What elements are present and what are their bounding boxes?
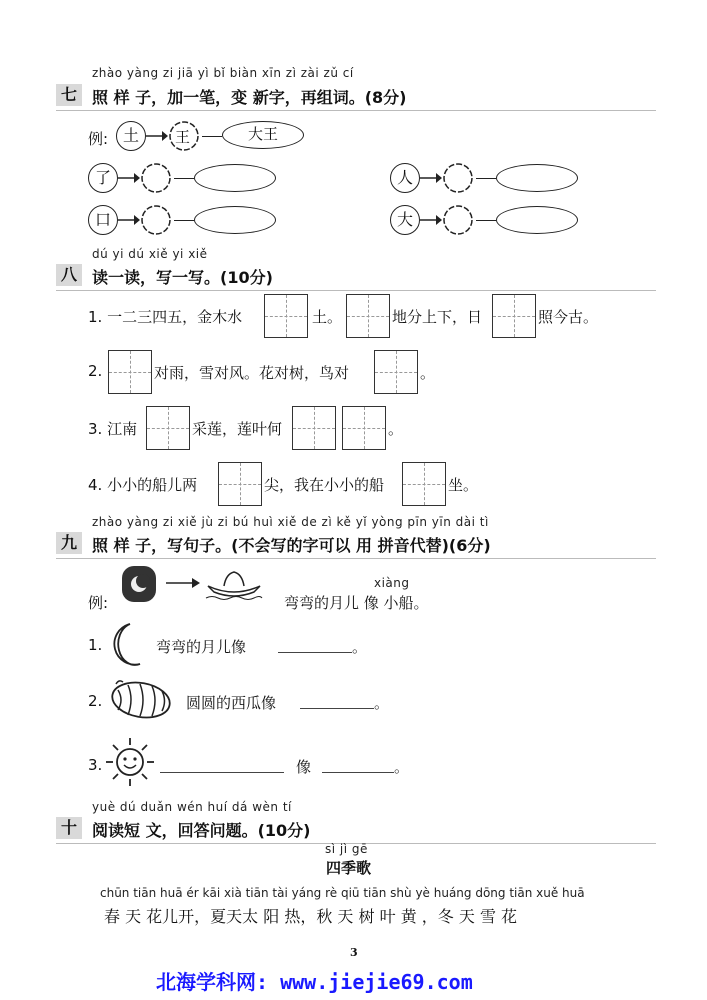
s9-example-pinyin: xiàng: [374, 576, 410, 590]
s9-q1-num: 1.: [88, 636, 103, 654]
s7-item-4: 大: [390, 205, 420, 235]
s8-l4-a: 4. 小小的船儿两: [88, 476, 198, 494]
s10-title: 阅读短 文，回答问题。(10分): [92, 821, 311, 840]
s7-answer-oval-3[interactable]: [194, 206, 276, 234]
night-moon-icon: [120, 564, 158, 604]
s8-l4-b: 尖，我在小小的船: [264, 476, 385, 494]
s9-q3-text: 像: [296, 758, 312, 776]
divider: [56, 290, 656, 291]
s8-l4-box-1[interactable]: [218, 462, 262, 506]
arrow-icon: [166, 576, 200, 590]
s7-item-1: 了: [88, 163, 118, 193]
s7-example-label: 例:: [88, 130, 109, 148]
arrow-icon: [420, 210, 442, 230]
s7-title: 照 样 子，加一笔，变 新字，再组词。(8分): [92, 88, 407, 107]
s9-q1-blank[interactable]: [278, 652, 352, 653]
connector: [174, 178, 194, 179]
s9-example-sentence: 弯弯的月儿 像 小船。: [284, 594, 429, 612]
s8-l3-c: 。: [388, 420, 404, 438]
s9-q3-num: 3.: [88, 756, 103, 774]
s7-item-3: 口: [88, 205, 118, 235]
s7-example-word: 大王: [222, 121, 304, 149]
s9-title: 照 样 子，写句子。(不会写的字可以 用 拼音代替)(6分): [92, 536, 491, 555]
s9-q2-end: 。: [374, 694, 390, 712]
s9-q1-end: 。: [352, 638, 368, 656]
arrow-icon: [118, 210, 140, 230]
flower-box-icon[interactable]: [138, 160, 174, 196]
poem-title: 四季歌: [326, 859, 372, 877]
arrow-icon: [118, 168, 140, 188]
s8-l1-a: 1. 一二三四五，金木水: [88, 308, 243, 326]
s8-l2-b: 对雨，雪对风。花对树，鸟对: [154, 364, 350, 382]
section-10-number: 十: [56, 817, 82, 839]
s9-q2-blank[interactable]: [300, 708, 374, 709]
s7-example-src: 土: [116, 121, 146, 151]
poem-line-pinyin: chūn tiān huā ér kāi xià tiān tài yáng rè qiū tiān shù yè huáng dōng tiān xuě huā: [100, 886, 585, 900]
flower-box-icon[interactable]: [138, 202, 174, 238]
s8-l1-box-1[interactable]: [264, 294, 308, 338]
s8-l2-c: 。: [420, 364, 436, 382]
arrow-icon: [146, 126, 168, 146]
s10-pinyin: yuè dú duǎn wén huí dá wèn tí: [92, 800, 292, 814]
connector: [174, 220, 194, 221]
s9-example-label: 例:: [88, 594, 109, 612]
connector: [476, 220, 496, 221]
s8-pinyin: dú yi dú xiě yi xiě: [92, 247, 208, 261]
watermelon-icon: [106, 676, 176, 720]
s8-l1-c: 地分上下，日: [392, 308, 483, 326]
arrow-icon: [420, 168, 442, 188]
s8-l1-b: 土。: [312, 308, 343, 326]
section-9-number: 九: [56, 532, 82, 554]
divider: [56, 558, 656, 559]
flower-box-icon[interactable]: [440, 160, 476, 196]
s7-answer-oval-1[interactable]: [194, 164, 276, 192]
poem-title-pinyin: sì jì gē: [325, 842, 368, 856]
s9-pinyin: zhào yàng zi xiě jù zi bú huì xiě de zì kě yǐ yòng pīn yīn dài tì: [92, 515, 489, 529]
footer-watermark[interactable]: 北海学科网: www.jiejie69.com: [156, 970, 473, 994]
section-8-number: 八: [56, 264, 82, 286]
poem-line: 春 天 花儿开，夏天太 阳 热，秋 天 树 叶 黄 ，冬 天 雪 花: [104, 907, 518, 926]
s8-title: 读一读，写一写。(10分): [92, 268, 273, 287]
s7-answer-oval-2[interactable]: [496, 164, 578, 192]
s8-l2-a: 2.: [88, 362, 103, 380]
s9-q3-blank-1[interactable]: [160, 772, 284, 773]
s7-example-result: 王: [175, 128, 191, 146]
s8-l2-box-1[interactable]: [108, 350, 152, 394]
s8-l4-box-2[interactable]: [402, 462, 446, 506]
s8-l3-box-3[interactable]: [342, 406, 386, 450]
s8-l3-box-1[interactable]: [146, 406, 190, 450]
connector: [202, 136, 222, 137]
s8-l4-c: 坐。: [448, 476, 479, 494]
s8-l3-box-2[interactable]: [292, 406, 336, 450]
sun-icon: [104, 736, 156, 788]
s7-answer-oval-4[interactable]: [496, 206, 578, 234]
s8-l3-b: 采莲，莲叶何: [192, 420, 283, 438]
s7-item-2: 人: [390, 163, 420, 193]
s8-l1-box-3[interactable]: [492, 294, 536, 338]
flower-box-icon[interactable]: [440, 202, 476, 238]
s8-l1-box-2[interactable]: [346, 294, 390, 338]
s9-q2-num: 2.: [88, 692, 103, 710]
s7-pinyin: zhào yàng zi jiā yì bǐ biàn xīn zì zài zǔ cí: [92, 66, 354, 80]
s9-q2-text: 圆圆的西瓜像: [186, 694, 277, 712]
s8-l1-d: 照今古。: [538, 308, 599, 326]
s9-q3-blank-2[interactable]: [322, 772, 394, 773]
s9-q3-end: 。: [394, 758, 410, 776]
crescent-moon-icon: [104, 620, 144, 668]
boat-icon: [204, 564, 264, 604]
s8-l3-a: 3. 江南: [88, 420, 138, 438]
divider: [56, 110, 656, 111]
connector: [476, 178, 496, 179]
s9-q1-text: 弯弯的月儿像: [156, 638, 247, 656]
page-number: 3: [350, 946, 358, 959]
s8-l2-box-2[interactable]: [374, 350, 418, 394]
section-7-number: 七: [56, 84, 82, 106]
